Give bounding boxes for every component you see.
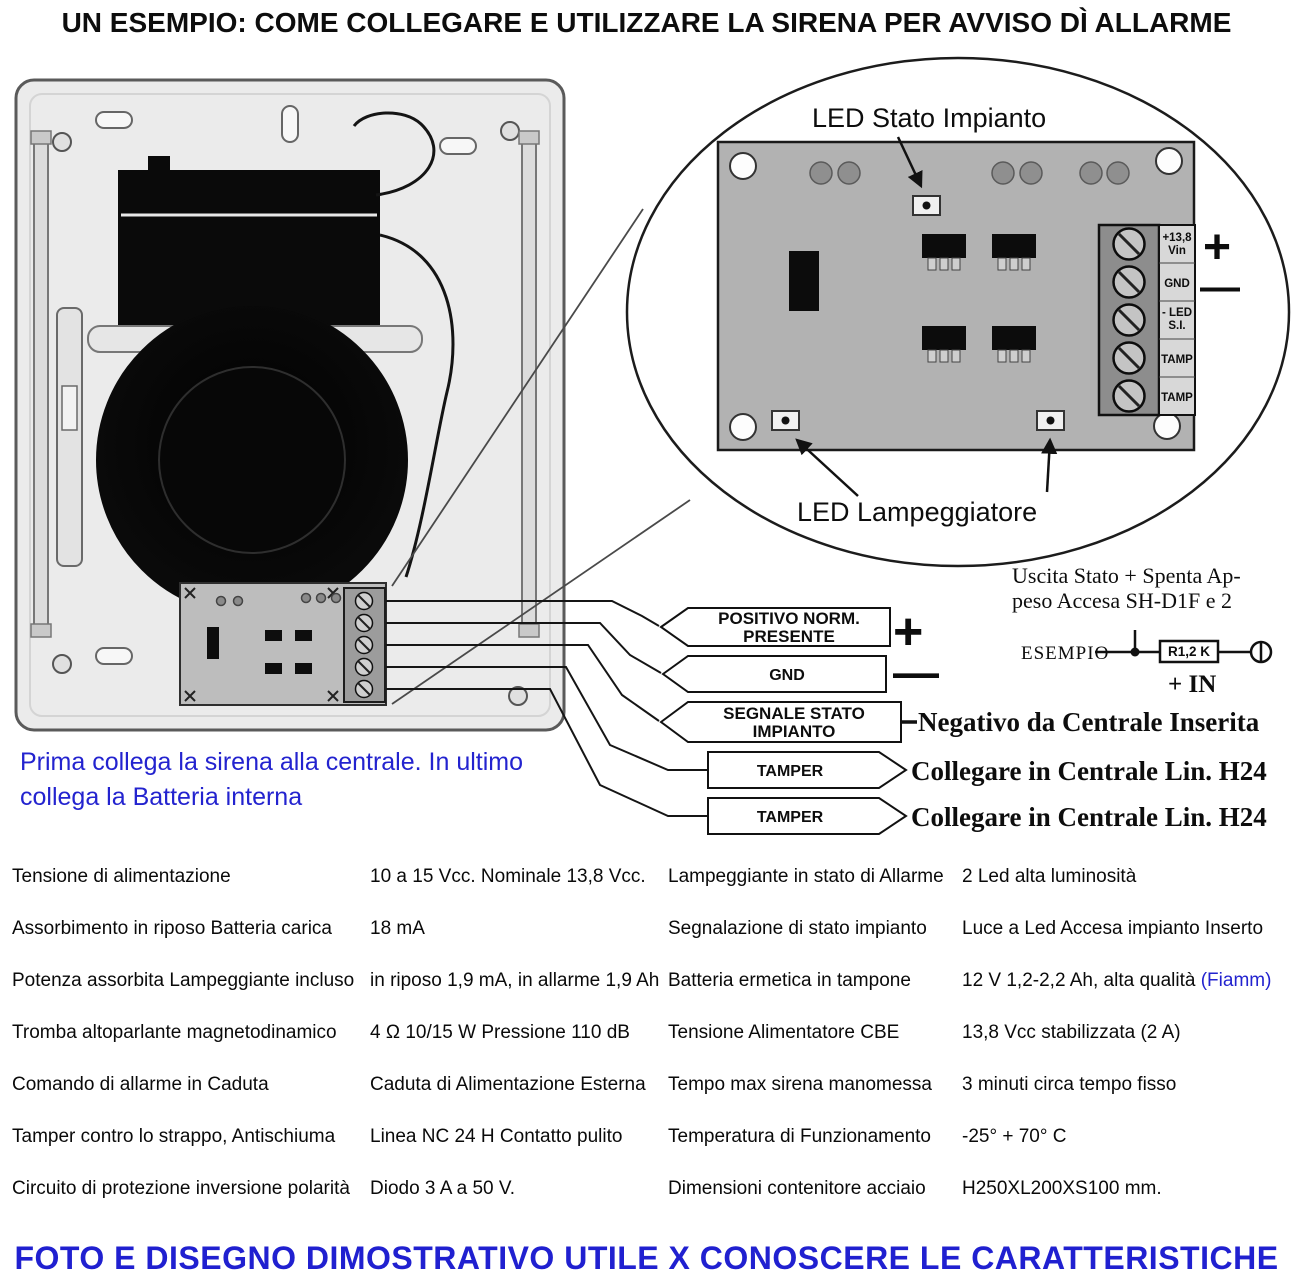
spec-name: Tempo max sirena manomessa [668,1074,932,1095]
spec-value: 3 minuti circa tempo fisso [962,1074,1177,1095]
flag-positivo [661,608,890,646]
speaker-horn [97,305,407,615]
flag-gnd-label: GND [769,667,805,684]
spec-value: Caduta di Alimentazione Esterna [370,1074,646,1095]
spec-row [0,1007,1293,1059]
flag-minus-symbol: — [893,646,939,698]
spec-row [0,1111,1293,1163]
siren-enclosure [16,80,564,730]
footer-note: FOTO E DISEGNO DIMOSTRATIVO UTILE X CONOSCERE LE CARATTERISTICHE [14,1240,1279,1276]
flag-positivo-line1: POSITIVO NORM. [718,609,860,628]
spec-name: Tensione Alimentatore CBE [668,1022,900,1043]
tamper-bracket [57,308,82,566]
spec-name: Lampeggiante in stato di Allarme [668,866,944,887]
spec-value: 12 V 1,2-2,2 Ah, alta qualità (Fiamm) [962,970,1272,991]
siren-circuit-board [180,583,386,705]
spec-value: -25° + 70° C [962,1126,1067,1147]
spec-value: 18 mA [370,918,425,939]
page-title: UN ESEMPIO: COME COLLEGARE E UTILIZZARE LA SIRENA PER AVVISO DÌ ALLARME [61,7,1232,38]
flag-tamper-1-label: TAMPER [756,763,824,780]
junction-dot [1131,648,1140,657]
flag-segnale [661,702,901,742]
plus-in-label: + IN [1168,671,1217,698]
spec-row [0,851,1293,903]
uscita-note-line1: Uscita Stato + Spenta Ap- [1012,563,1241,588]
spec-value: H250XL200XS100 mm. [962,1178,1162,1199]
example-circuit [1012,563,1271,698]
flag-plus-symbol: + [893,603,924,661]
led-stato-label: LED Stato Impianto [812,103,1047,133]
collegare-label-1: Collegare in Centrale Lin. H24 [911,756,1267,786]
uscita-note-line2: peso Accesa SH-D1F e 2 [1012,588,1232,613]
spec-name: Assorbimento in riposo Batteria carica [12,918,332,939]
spec-row [0,1163,1293,1215]
esempio-label: ESEMPIO [1021,643,1110,664]
spec-row [0,955,1293,1007]
spec-name: Tromba altoparlante magnetodinamico [12,1022,337,1043]
resistor-label: R1,2 K [1167,644,1211,659]
flag-gnd [663,656,886,692]
terminal-label-tamp-2: TAMP [1161,392,1193,404]
spec-name: Comando di allarme in Caduta [12,1074,269,1095]
minus-polarity: — [1200,265,1240,309]
spec-name: Tamper contro lo strappo, Antischiuma [12,1126,336,1147]
terminal-labels [1159,225,1195,415]
zoom-view [627,58,1289,566]
spec-value: 13,8 Vcc stabilizzata (2 A) [962,1022,1181,1043]
terminal-block [1099,225,1159,415]
spec-name: Circuito di protezione inversione polarità [12,1178,350,1199]
spec-value: in riposo 1,9 mA, in allarme 1,9 Ah [370,970,660,991]
terminal-label-gnd: GND [1164,278,1190,290]
flag-tamper-2 [708,798,906,834]
board-terminal-block [344,588,385,702]
led-lamp-label: LED Lampeggiatore [797,497,1038,527]
tamper-switch [62,386,77,430]
specs-table [0,851,1293,1215]
negativo-label: Negativo da Centrale Inserita [918,707,1260,737]
spec-name: Dimensioni contenitore acciaio [668,1178,926,1199]
wiring-diagram [0,52,1293,852]
pcb-ic [789,251,819,311]
spec-name: Tensione di alimentazione [12,866,231,887]
fiamm-brand: (Fiamm) [1200,970,1272,991]
spec-value: Linea NC 24 H Contatto pulito [370,1126,623,1147]
flag-tamper-2-label: TAMPER [756,809,824,826]
flasher-led-right [1037,411,1064,430]
spec-value: 10 a 15 Vcc. Nominale 13,8 Vcc. [370,866,646,887]
flag-positivo-line2: PRESENTE [743,627,835,646]
spec-name: Potenza assorbita Lampeggiante incluso [12,970,355,991]
terminal-label-led-2: S.I. [1168,320,1186,332]
terminal-label-tamp-1: TAMP [1161,354,1193,366]
battery [118,156,380,328]
plus-polarity: + [1203,221,1232,274]
terminal-label-led-1: - LED [1161,307,1193,319]
terminal-label-vin-2: Vin [1168,245,1186,257]
spec-row [0,1059,1293,1111]
spec-value: Diodo 3 A a 50 V. [370,1178,516,1199]
spec-value: 4 Ω 10/15 W Pressione 110 dB [370,1022,630,1043]
spec-value: 2 Led alta luminosità [962,866,1137,887]
flag-segnale-line1: SEGNALE STATO [723,704,865,723]
flag-segnale-line2: IMPIANTO [752,722,836,741]
status-led [913,196,940,215]
flag-tamper-1 [708,752,906,788]
spec-name: Batteria ermetica in tampone [668,970,911,991]
spec-name: Temperatura di Funzionamento [668,1126,931,1147]
pcb-detail [718,142,1195,450]
wiring-note: Prima collega la sirena alla centrale. In ultimo collega la Batteria interna [20,748,524,811]
terminal-label-vin-1: +13,8 [1162,232,1192,244]
flasher-led-left [772,411,799,430]
spec-row [0,903,1293,955]
collegare-label-2: Collegare in Centrale Lin. H24 [911,802,1267,832]
spec-name: Segnalazione di stato impianto [668,918,927,939]
spec-value: Luce a Led Accesa impianto Inserto [962,918,1264,939]
